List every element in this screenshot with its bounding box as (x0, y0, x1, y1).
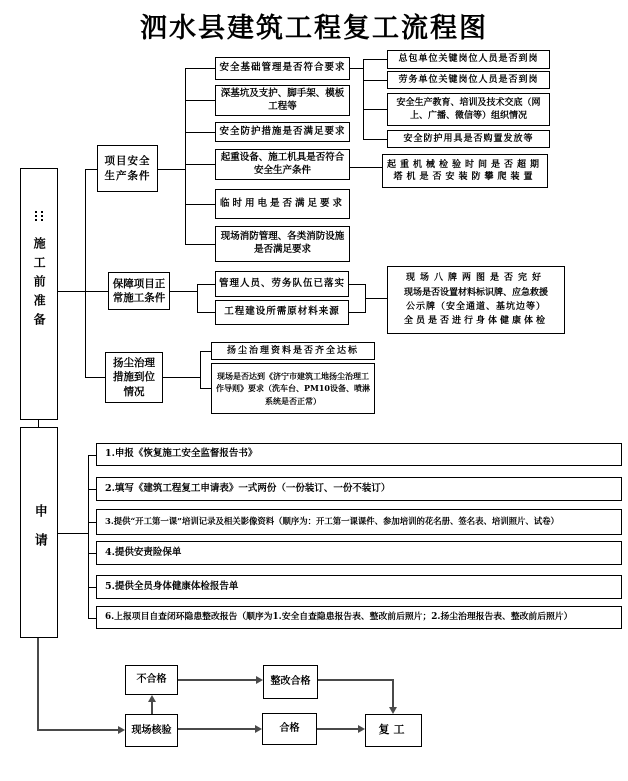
node-prep (20, 168, 58, 420)
connector-h (185, 68, 215, 69)
node-apply-label: 申请 (31, 503, 47, 562)
node-site-line: 现场八牌两图是否完好 (405, 273, 546, 284)
node-pass: 合格 (262, 713, 317, 745)
connector-h (58, 291, 108, 292)
node-safety-item: 安全基础管理是否符合要求 (215, 57, 350, 80)
connector-h (88, 618, 96, 619)
arrowhead-right-icon (256, 676, 263, 684)
connector-h (85, 377, 105, 378)
connector-h (185, 100, 215, 101)
connector-v (197, 284, 198, 313)
connector-h (363, 109, 387, 110)
node-basic-item: 安全防护用具是否购置发放等 (387, 130, 550, 148)
connector-h (363, 80, 387, 81)
node-basic-item: 总包单位关键岗位人员是否到岗 (387, 50, 550, 69)
connector-h (178, 679, 256, 681)
connector-h (58, 533, 88, 534)
node-crane-line1: 起重机械检验时间是否超期 (386, 159, 543, 170)
connector-v (185, 68, 186, 244)
node-normal-item: 工程建设所需原材料来源 (215, 300, 349, 325)
arrowhead-right-icon (358, 725, 365, 733)
connector-h (88, 587, 96, 588)
node-normal-item: 管理人员、劳务队伍已落实 (215, 271, 349, 297)
connector-h (200, 351, 211, 352)
connector-h (158, 169, 185, 170)
connector-h (197, 312, 215, 313)
node-crane-line2: 塔机是否安装防攀爬装置 (393, 172, 537, 182)
node-site-check (387, 266, 565, 334)
arrowhead-right-icon (255, 725, 262, 733)
connector-v (392, 679, 394, 707)
arrowhead-up-icon (148, 695, 156, 702)
connector-v (37, 638, 39, 731)
connector-h (163, 377, 200, 378)
node-dust-item: 扬尘治理资料是否齐全达标 (211, 342, 375, 360)
connector-h (350, 167, 382, 168)
node-apply-item: 3.提供“开工第一课”培训记录及相关影像资料（顺序为：开工第一课课件、参加培训的花名册、签名表、培训照片、试卷） (96, 509, 622, 535)
node-verify: 现场核验 (125, 714, 178, 747)
node-safety-item: 深基坑及支护、脚手架、模板工程等 (215, 85, 350, 116)
node-dust-conditions: 扬尘治理措施到位情况 (105, 352, 163, 403)
node-site-line: 现场是否设置材料标识牌、应急救援 (403, 287, 548, 298)
connector-v (151, 701, 153, 714)
node-apply-item: 6.上报项目自查闭环隐患整改报告（顺序为1.安全自查隐患报告表、整改前后照片；2.扬尘治理报告表、整改前后照片） (96, 606, 622, 629)
connector-v (200, 351, 201, 388)
connector-h (178, 728, 255, 730)
connector-h (200, 388, 211, 389)
arrowhead-down-icon (389, 707, 397, 714)
connector-h (85, 169, 97, 170)
connector-h (37, 729, 118, 731)
connector-h (185, 132, 215, 133)
node-safety-conditions: 项目安全生产条件 (97, 145, 158, 192)
connector-h (88, 489, 96, 490)
connector-v (38, 420, 39, 427)
node-apply-item: 2.填写《建筑工程复工申请表》一式两份（一份装订、一份不装订） (96, 477, 622, 501)
node-safety-item: 安全防护措施是否满足要求 (215, 122, 350, 142)
node-resume: 复工 (365, 714, 422, 747)
node-basic-item: 安全生产教育、培训及技术交底（网上、广播、微信等）组织情况 (387, 93, 550, 126)
connector-h (350, 68, 363, 69)
node-safety-item: 临时用电是否满足要求 (215, 189, 350, 219)
node-rectified: 整改合格 (263, 665, 318, 699)
connector-h (318, 679, 394, 681)
connector-h (88, 455, 96, 456)
node-fail: 不合格 (125, 665, 178, 695)
node-apply (20, 427, 58, 638)
connector-h (197, 284, 215, 285)
connector-h (363, 59, 387, 60)
connector-h (365, 298, 387, 299)
node-dust-item: 现场是否达到《济宁市建筑工地扬尘治理工作导则》要求（洗车台、PM10设备、喷淋系统是否正常） (211, 363, 375, 414)
connector-h (349, 312, 365, 313)
connector-v (85, 169, 86, 377)
node-basic-item: 劳务单位关键岗位人员是否到岗 (387, 71, 550, 89)
connector-h (170, 291, 197, 292)
connector-h (185, 244, 215, 245)
connector-v (88, 455, 89, 618)
connector-h (185, 204, 215, 205)
ellipsis-dots-icon (35, 211, 44, 221)
node-apply-item: 4.提供安责险保单 (96, 541, 622, 565)
node-apply-item: 5.提供全员身体健康体检报告单 (96, 575, 622, 599)
page-title: 泗水县建筑工程复工流程图 (140, 13, 488, 44)
node-safety-item: 起重设备、施工机具是否符合安全生产条件 (215, 149, 350, 180)
node-site-line: 公示牌（安全通道、基坑边等） (405, 302, 546, 312)
connector-h (363, 139, 387, 140)
connector-h (88, 522, 96, 523)
node-crane-check (382, 154, 548, 188)
node-safety-item: 现场消防管理、各类消防设施是否满足要求 (215, 226, 350, 262)
connector-h (349, 284, 365, 285)
connector-h (317, 728, 358, 730)
connector-v (363, 59, 364, 139)
node-prep-label: 施工前准备 (32, 237, 47, 332)
node-apply-item: 1.申报《恢复施工安全监督报告书》 (96, 443, 622, 466)
connector-h (88, 553, 96, 554)
arrowhead-right-icon (118, 726, 125, 734)
connector-h (185, 164, 215, 165)
node-site-line: 全员是否进行身体健康体检 (403, 316, 548, 327)
node-normal-conditions: 保障项目正常施工条件 (108, 272, 170, 310)
